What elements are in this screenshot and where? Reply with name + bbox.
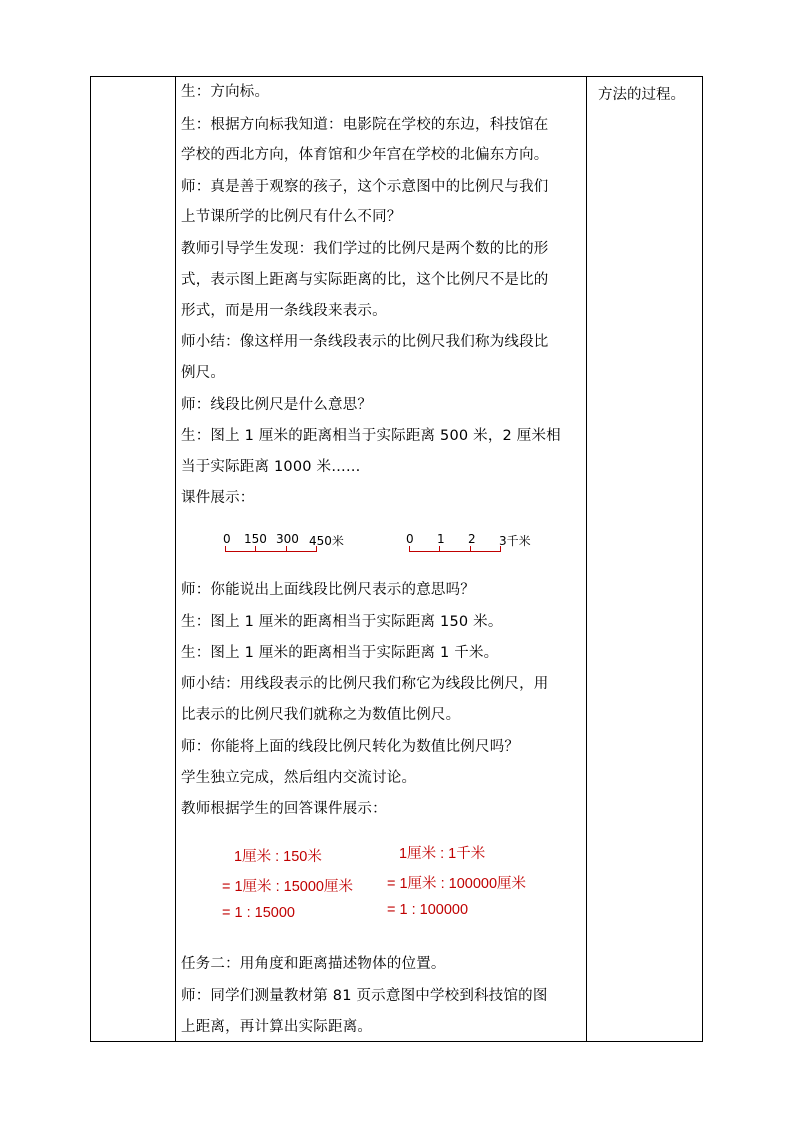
scale-tick xyxy=(255,546,256,551)
right-note: 方法的过程。 xyxy=(598,87,685,103)
scale-tick xyxy=(470,546,471,551)
text-line: 学生独立完成，然后组内交流讨论。 xyxy=(181,770,417,786)
text-line: 式，表示图上距离与实际距离的比，这个比例尺不是比的 xyxy=(181,272,549,288)
text-line: 师：真是善于观察的孩子，这个示意图中的比例尺与我们 xyxy=(181,179,549,195)
text-line: 师小结：用线段表示的比例尺我们称它为线段比例尺，用 xyxy=(181,676,549,692)
text-line: 当于实际距离 1000 米…… xyxy=(181,459,361,475)
scale-tick-label: 150 xyxy=(244,532,267,546)
scale-tick-label: 300 xyxy=(276,532,299,546)
text-line: 例尺。 xyxy=(181,365,226,381)
scale-tick xyxy=(409,546,410,551)
text-line: 师：同学们测量教材第 81 页示意图中学校到科技馆的图 xyxy=(181,988,548,1004)
text-line: 课件展示： xyxy=(181,490,255,506)
text-line: 师小结：像这样用一条线段表示的比例尺我们称为线段比 xyxy=(181,334,549,350)
scale-tick xyxy=(316,546,317,551)
text-line: 师：你能将上面的线段比例尺转化为数值比例尺吗？ xyxy=(181,739,520,755)
scale-tick xyxy=(225,546,226,551)
scale-bar xyxy=(409,547,501,552)
text-line: 教师引导学生发现：我们学过的比例尺是两个数的比的形 xyxy=(181,241,549,257)
text-line: 师：你能说出上面线段比例尺表示的意思吗？ xyxy=(181,582,475,598)
scale-tick xyxy=(500,546,501,551)
text-line: 生：方向标。 xyxy=(181,84,270,100)
conversion-step: = 1 : 100000 xyxy=(387,902,469,918)
task-heading: 任务二：用角度和距离描述物体的位置。 xyxy=(181,956,446,972)
conversion-step: = 1厘米 : 100000厘米 xyxy=(387,876,527,892)
scale-tick xyxy=(286,546,287,551)
conversion-step: = 1厘米 : 15000厘米 xyxy=(222,879,353,895)
text-line: 生：图上 1 厘米的距离相当于实际距离 500 米，2 厘米相 xyxy=(181,428,561,444)
conversion-step: 1厘米 : 1千米 xyxy=(399,846,486,862)
column-divider-2 xyxy=(586,77,587,1041)
scale-tick xyxy=(439,546,440,551)
text-line: 生：图上 1 厘米的距离相当于实际距离 1 千米。 xyxy=(181,645,499,661)
text-line: 上节课所学的比例尺有什么不同？ xyxy=(181,209,402,225)
text-line: 形式，而是用一条线段来表示。 xyxy=(181,303,387,319)
scale-tick-label: 2 xyxy=(468,532,476,546)
scale-tick-label: 1 xyxy=(437,532,445,546)
text-line: 教师根据学生的回答课件展示： xyxy=(181,801,387,817)
conversion-step: 1厘米 : 150米 xyxy=(234,849,322,865)
conversion-step: = 1 : 15000 xyxy=(222,905,295,921)
column-divider-1 xyxy=(175,77,176,1041)
text-line: 生：根据方向标我知道：电影院在学校的东边，科技馆在 xyxy=(181,117,549,133)
text-line: 上距离，再计算出实际距离。 xyxy=(181,1019,373,1035)
scale-tick-label: 3千米 xyxy=(499,534,531,548)
scale-bar xyxy=(225,547,317,552)
scale-tick-label: 450米 xyxy=(309,534,344,548)
scale-tick-label: 0 xyxy=(406,532,414,546)
text-line: 比表示的比例尺我们就称之为数值比例尺。 xyxy=(181,707,461,723)
scale-tick-label: 0 xyxy=(223,532,231,546)
text-line: 学校的西北方向，体育馆和少年宫在学校的北偏东方向。 xyxy=(181,147,549,163)
text-line: 师：线段比例尺是什么意思？ xyxy=(181,397,373,413)
text-line: 生：图上 1 厘米的距离相当于实际距离 150 米。 xyxy=(181,614,503,630)
lesson-table xyxy=(90,76,703,1042)
